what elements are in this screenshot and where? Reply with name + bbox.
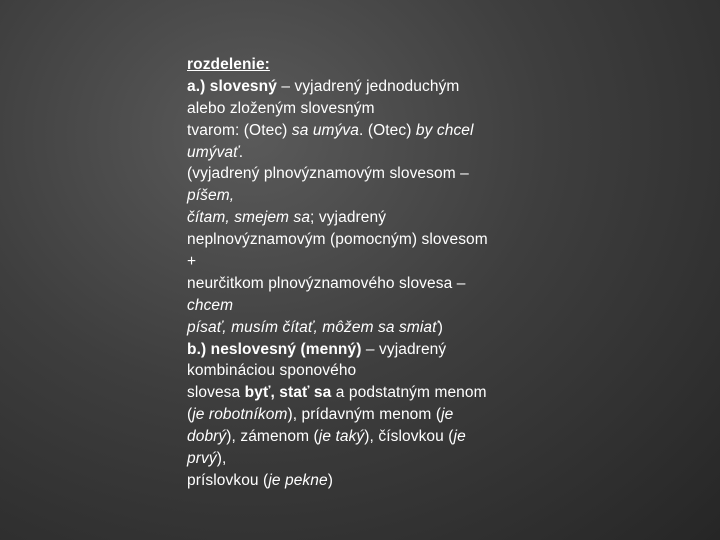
text-segment: prvý (187, 450, 217, 468)
text-segment: je (441, 406, 454, 424)
text-segment: ) (327, 471, 333, 489)
text-segment: ), (216, 450, 227, 468)
text-segment: kombináciou sponového (187, 362, 357, 380)
text-line (187, 163, 532, 185)
text-line (187, 426, 532, 448)
text-line (187, 207, 532, 229)
text-line (187, 470, 532, 492)
text-segment: ), prídavným menom ( (287, 406, 442, 424)
text-segment: + (187, 253, 197, 271)
text-segment: – vyjadrený jednoduchým (276, 77, 460, 95)
text-segment: je pekne (268, 471, 328, 489)
text-line (187, 251, 532, 273)
text-segment: ; vyjadrený (310, 209, 387, 227)
text-segment: rozdelenie: (187, 56, 270, 73)
text-line (187, 295, 532, 317)
text-line (187, 404, 532, 426)
text-segment: by chcel (415, 121, 474, 139)
text-segment: neplnovýznamovým (pomocným) slovesom (187, 231, 488, 249)
text-segment: dobrý (187, 428, 227, 446)
text-line (187, 54, 532, 76)
text-segment: príslovkou ( (187, 471, 269, 489)
text-segment: píšem, (187, 187, 235, 205)
slide-body-text (187, 54, 532, 492)
text-segment: písať, musím čítať, môžem sa smiať (187, 318, 438, 336)
text-segment: . (238, 143, 244, 161)
text-line (187, 360, 532, 382)
text-segment: . (Otec) (359, 121, 416, 139)
text-segment: slovesa (187, 384, 245, 402)
text-line (187, 229, 532, 251)
text-segment: alebo zloženým slovesným (187, 99, 375, 117)
text-line (187, 142, 532, 164)
text-segment: chcem (187, 296, 234, 314)
text-segment: umývať (187, 143, 239, 161)
text-segment: je taký (318, 428, 365, 446)
text-segment: b.) neslovesný (menný) (187, 340, 362, 358)
text-segment: – vyjadrený (361, 340, 447, 358)
text-line (187, 448, 532, 470)
text-line (187, 273, 532, 295)
text-line (187, 382, 532, 404)
text-segment: ) (437, 318, 443, 336)
text-segment: a podstatným menom (331, 384, 487, 402)
text-segment: byť, stať sa (244, 384, 332, 402)
text-segment: a.) slovesný (187, 77, 277, 95)
text-line (187, 185, 532, 207)
text-segment: sa umýva (291, 121, 359, 139)
text-segment: tvarom: (Otec) (187, 121, 292, 139)
text-segment: je robotníkom (192, 406, 288, 424)
text-line (187, 76, 532, 98)
text-line (187, 98, 532, 120)
text-segment: ), zámenom ( (226, 428, 319, 446)
text-segment: je (453, 428, 466, 446)
text-segment: (vyjadrený plnovýznamovým slovesom – (187, 165, 469, 183)
text-segment: ( (187, 406, 193, 424)
text-segment: neurčitkom plnovýznamového slovesa – (187, 274, 466, 292)
text-line (187, 120, 532, 142)
text-segment: čítam, smejem sa (187, 209, 311, 227)
text-segment: ), číslovkou ( (364, 428, 454, 446)
text-line (187, 339, 532, 361)
text-line (187, 317, 532, 339)
